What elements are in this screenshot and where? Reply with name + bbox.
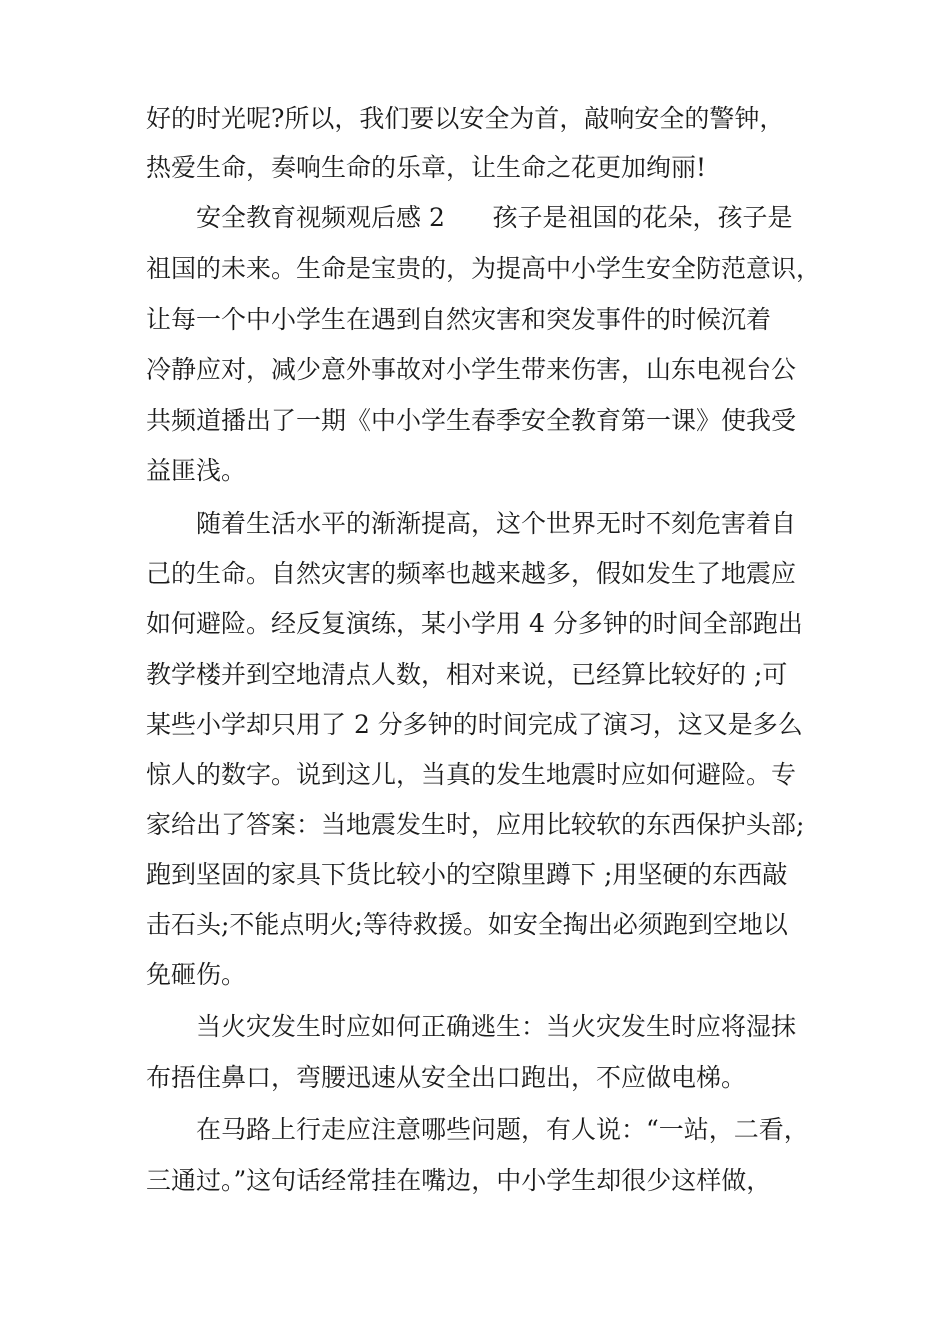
text-line: 己的生命。自然灾害的频率也越来越多，假如发生了地震应 xyxy=(146,559,797,588)
paragraph-start-line: 在马路上行走应注意哪些问题，有人说：“一站，二看， xyxy=(196,1115,809,1144)
text-line: 好的时光呢?所以，我们要以安全为首，敲响安全的警钟， xyxy=(146,104,785,133)
text-line: 教学楼并到空地清点人数，相对来说，已经算比较好的 ;可 xyxy=(146,660,788,689)
paragraph-start-line: 随着生活水平的渐渐提高，这个世界无时不刻危害着自 xyxy=(196,509,797,538)
text-line: 免砸伤。 xyxy=(146,960,247,989)
text-line: 热爱生命，奏响生命的乐章，让生命之花更加绚丽! xyxy=(146,153,707,182)
text-line: 惊人的数字。说到这儿，当真的发生地震时应如何避险。专 xyxy=(146,760,797,789)
text-line: 共频道播出了一期《中小学生春季安全教育第一课》使我受 xyxy=(146,406,797,435)
text-line: 家给出了答案：当地震发生时，应用比较软的东西保护头部; xyxy=(146,810,805,839)
text-line: 如何避险。经反复演练，某小学用 4 分多钟的时间全部跑出 xyxy=(146,609,803,638)
text-line: 祖国的未来。生命是宝贵的，为提高中小学生安全防范意识， xyxy=(146,254,822,283)
section-heading-line: 安全教育视频观后感 2 孩子是祖国的花朵，孩子是 xyxy=(196,203,793,232)
text-line: 冷静应对，减少意外事故对小学生带来伤害，山东电视台公 xyxy=(146,355,797,384)
text-line: 跑到坚固的家具下货比较小的空隙里蹲下 ;用坚硬的东西敲 xyxy=(146,860,788,889)
text-line: 击石头;不能点明火;等待救援。如安全掏出必须跑到空地以 xyxy=(146,910,788,939)
text-line: 三通过。”这句话经常挂在嘴边，中小学生却很少这样做， xyxy=(146,1166,772,1195)
text-line: 某些小学却只用了 2 分多钟的时间完成了演习，这又是多么 xyxy=(146,710,803,739)
text-line: 让每一个中小学生在遇到自然灾害和突发事件的时候沉着 xyxy=(146,305,772,334)
text-line: 益匪浅。 xyxy=(146,456,247,485)
paragraph-start-line: 当火灾发生时应如何正确逃生：当火灾发生时应将湿抹 xyxy=(196,1012,797,1041)
text-line: 布捂住鼻口，弯腰迅速从安全出口跑出，不应做电梯。 xyxy=(146,1063,747,1092)
